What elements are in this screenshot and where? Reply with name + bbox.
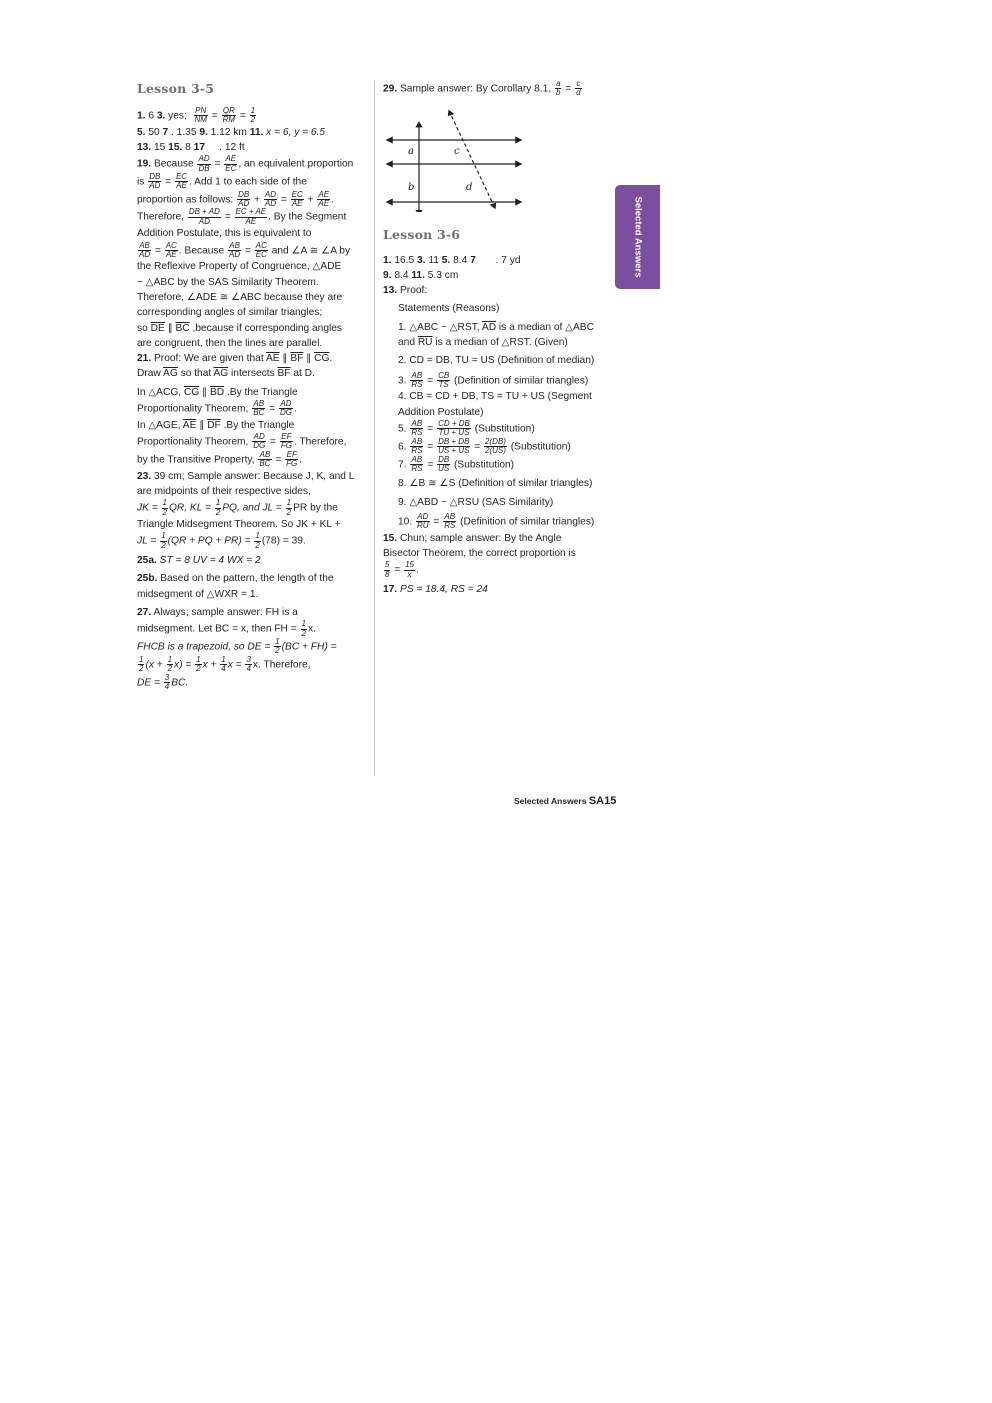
lesson-3-5-heading: Lesson 3-5 xyxy=(137,81,215,96)
answer-25a: 25a. ST = 8 UV = 4 WX = 2 xyxy=(137,555,261,567)
selected-answers-tab xyxy=(615,185,660,289)
column-divider xyxy=(374,80,375,776)
label-d: d xyxy=(466,181,473,193)
answer-19: 19. Because $\frac{AD}{DB}$ = $\frac{AE}{EC}$ , an equivalent proportion is $\frac{DB}{AD}$ = $\frac{EC}{AE}$ . Add 1 to each side of the proportion as follows: $\frac{DB}{AD}$ + $\frac{AD}{AD}$ = $\frac{EC}{AE}$ + $\frac{AE}{AE}$ . Therefore, $\frac{DB + AD}{AD}$ = $\frac{EC + AE}{AE}$ . By the Segment Addition Postulate, this is equivalent to $\frac{AB}{AD}$ = $\frac{AC}{AE}$ . Because $\frac{AB}{AD}$ = $\frac{AC}{EC}$ and ∠A ≅ ∠A by the Reflexive Property of Congruence, △ADE ~ △ABC by the SAS Similarity Theorem. Therefore, ∠ADE ≅ ∠ABC because they are corresponding angles of similar triangles; so $\overline{DE}$ ∥ $\overline{BC}$ ,because if corresponding angles are congruent, then the lines are parallel. xyxy=(137,154,354,349)
answer-23: 23. 39 cm; Sample answer: Because J, K, and L are midpoints of their respective sides, JK = $\frac{1}{2}$ QR, KL = $\frac{1}{2}$ PQ, and JL = $\frac{1}{2}$ PR by the Triangle Midsegment Theorem. So JK + KL + JL = $\frac{1}{2}$ (QR + PQ + PR) = $\frac{1}{2}$ (78) = 39. xyxy=(137,470,355,550)
answer-13-17: 13. 15 15. 8 17 . 12 ft xyxy=(137,141,245,153)
parallel-lines-diagram xyxy=(383,104,533,212)
label-b: b xyxy=(408,181,415,193)
answer-29: 29. Sample answer: By Corollary 8.1, $\frac{a}{b}$ = $\frac{c}{d}$ xyxy=(383,79,581,98)
answer-9-11: 9. 8.4 11. 5.3 cm xyxy=(383,269,459,281)
fraction: $\frac{QR}{RM}$ xyxy=(222,105,236,125)
label-a: a xyxy=(408,145,414,157)
answer-25b: 25b. Based on the pattern, the length of the midsegment of △WXR = 1. xyxy=(137,573,334,600)
side-tab-label: Selected Answers xyxy=(632,196,643,278)
fraction: $\frac{1}{2}$ xyxy=(250,105,256,125)
transversal-dashed xyxy=(449,111,495,208)
left-column xyxy=(137,80,367,691)
answer-21: 21. Proof: We are given that $\overline{AE}$ ∥ $\overline{BF}$ ∥ $\overline{CG}$. Draw $\overline{AG}$ so that $\overline{AG}$ intersects $\overline{BF}$ at D. In △ACG, $\overline{CG}$ ∥ $\overline{BD}$ .By the Triangle Proportionality Theorem, $\frac{AB}{BC}$ = $\frac{AD}{DG}$ . In △AGE, $\overline{AE}$ ∥ $\overline{DF}$ .By the Triangle Proportionality Theorem, $\frac{AD}{DG}$ = $\frac{EF}{FG}$ . Therefore, by the Transitive Property, $\frac{AB}{BC}$ = $\frac{EF}{FG}$ . xyxy=(137,353,347,469)
label-c: c xyxy=(454,145,460,157)
answer-27: 27. Always; sample answer: FH is a midsegment. Let BC = x, then FH = $\frac{1}{2}$ x. FHCB is a trapezoid, so DE = $\frac{1}{2}$ (BC + FH) = $\frac{1}{2}$ (x + $\frac{1}{2}$ x) = $\frac{1}{2}$ x + $\frac{1}{4}$ x = $\frac{3}{4}$ x. Therefore, DE = $\frac{3}{4}$ BC. xyxy=(137,606,337,692)
page-number: SA15 xyxy=(588,795,617,807)
answer-5-11: 5. 50 7 . 1.35 9. 1.12 km 11. x = 6, y = 6.5 xyxy=(137,126,326,138)
right-column xyxy=(383,80,615,597)
lesson-3-6-heading: Lesson 3-6 xyxy=(383,226,461,242)
answer-1-7: 1. 16.5 3. 11 5. 8.4 7 . 7 yd xyxy=(383,254,521,266)
fraction: $\frac{PN}{NM}$ xyxy=(194,105,207,125)
answer-15: 15. Chun; sample answer: By the Angle Bisector Theorem, the correct proportion is $\frac{5}{8}$ = $\frac{15}{x}$ . xyxy=(383,532,576,579)
footer-label: Selected Answers xyxy=(514,796,587,806)
answer-17: 17. PS = 18.4, RS = 24 xyxy=(383,584,488,596)
answer-1-3: 1. 6 3. yes; $\frac{PN}{NM}$ = $\frac{QR}{RM}$ = $\frac{1}{2}$ xyxy=(137,105,256,125)
page-footer xyxy=(514,795,616,807)
answer-13: 13. Proof: Statements (Reasons) 1. △ABC ~ △RST, $\overline{AD}$ is a median of △ABC and $\overline{RU}$ is a median of △RST. (Given) 2. CD = DB, TU = US (Definition of median) 3. $\frac{AB}{RS}$ = $\frac{CB}{TS}$ (Definition of similar triangles) 4. CB = CD + DB, TS = TU + US (Segment Addition Postulate) 5. $\frac{AB}{RS}$ = $\frac{CD + DB}{TU + US}$ (Substitution) 6. $\frac{AB}{RS}$ = $\frac{DB + DB}{US + US}$ = $\frac{2(DB)}{2(US)}$ (Substitution) 7. $\frac{AB}{RS}$ = $\frac{DB}{US}$ (Substitution) 8. ∠B ≅ ∠S (Definition of similar triangles) 9. △ABD ~ △RSU (SAS Similarity) 10. $\frac{AD}{RU}$ = $\frac{AB}{RS}$ (Definition of similar triangles) xyxy=(383,285,595,531)
